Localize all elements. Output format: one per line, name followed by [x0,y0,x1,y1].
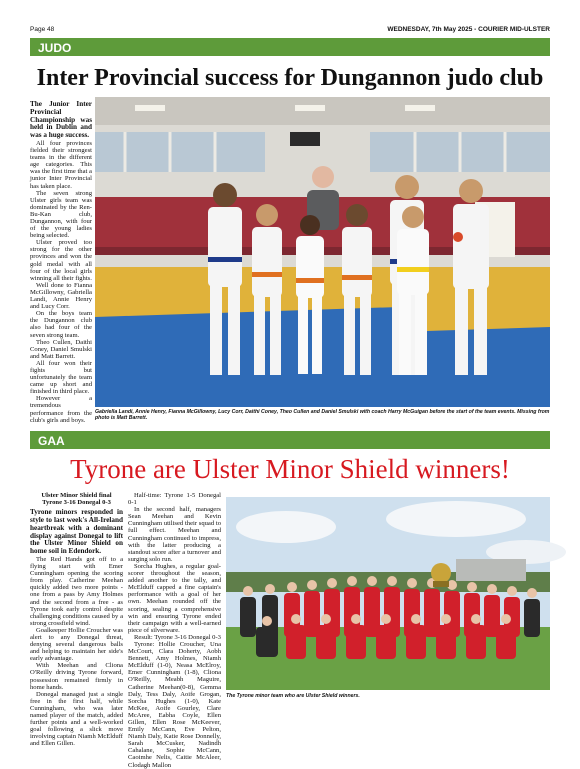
judo-photo-caption: Gabriella Landi, Annie Henry, Fianna McGillowny, Lucy Corr, Daithi Coney, Theo Cullen and Daniel Smulski with coach Harry McGuigan before the start of the team events. Missing from photo is Matt Barrett. [95,409,550,422]
section-band-judo [30,38,550,56]
page-header [30,26,550,36]
dateline: WEDNESDAY, 7th May 2025 - COURIER MID-ULSTER [387,26,550,33]
paragraph: All four provinces fielded their strongest teams in the different age categories. This was the first time that a junior Inter Provincial has taken place. [30,139,92,190]
subhead: Tyrone 3-16 Donegal 0-3 [42,499,111,507]
paragraph: Goalkeeper Hollie Croucher was alert to any Donegal threat, denying several dangerous balls and helping to maintain her side's early advantage. [30,626,123,663]
page-number: Page 48 [30,26,55,33]
paragraph: In the second half, managers Sean Meehan and Kevin Cunningham utilised their squad to full effect. Meehan and Cunningham continued to impress, with the latter producing a standout score after a turnover and surging solo run. [128,506,221,563]
paragraph: Donegal managed just a single free in the first half, while Cunningham, who was later named player of the match, added further points and a well-worked goal following a slick move involving captain Niamh McElduff and Ellen Gillen. [30,690,123,748]
paragraph: Sorcha Hughes, a regular goal-scorer throughout the season, added another to the tally, and McElduff capped a fine captain's performance with a goal of her own. Meehan rounded off the scoring, sealing a comprehensive win and ensuring Tyrone ended their campaign with a well-earned piece of silverware. [128,562,221,634]
paragraph: All four won their fights but unfortunately the team came up short and finished in third place. [30,359,92,396]
section-label: GAA [38,434,65,448]
paragraph: Theo Cullen, Daithi Coney, Daniel Smulski and Matt Barrett. [30,338,92,360]
section-band-gaa [30,431,550,449]
paragraph: Well done to Fianna McGillowny, Gabriella Landi, Annie Henry and Lucy Corr. [30,281,92,311]
paragraph: Tyrone: Hollie Croucher, Una McCourt, Clara Doherty, Aobh Bennett, Amy Holmes, Niamh McElduff (1-0), Neasa McElroy, Emer Cunningham (1-8), Cliona O'Reilly, Meabh Maguire, Catherine Meehan(0-8), Gemma Daly, Tess Daly, Aoife Grogan, Sorcha Hughes (1-0), Kate McKee, Aoife Gourley, Clare McAree, Eabha Coyle, Ellen Gillen, Ellen Rose McKeever, Emily McCann, Eve Pelton, Niamh Daly, Katie Rose Donnelly, Sarah McCusker, Nadindh Cahalane, Sophie McCann, Caoimhe Nelis, Caitie McAleer, Clodagh Mallon [128,640,221,769]
headline-judo: Inter Provincial success for Dungannon judo club [36,65,544,91]
paragraph: Ulster proved too strong for the other provinces and won the gold medal with all four of the local girls winning all their fights. [30,239,92,282]
subhead: Ulster Minor Shield final [41,492,112,499]
headline-gaa: Tyrone are Ulster Minor Shield winners! [70,454,510,484]
paragraph: The seven strong Ulster girls team was dominated by the Ren-Bu-Kan club, Dungannon, with four of the young ladies being selected. [30,189,92,240]
article-lead: The Junior Inter Provincial Championship was held in Dublin and was a huge success. [30,100,92,140]
gaa-team-photo [226,497,550,690]
paragraph: However a tremendous performance from the club's girls and boys. [30,395,92,424]
article-gaa-col1 [30,492,123,748]
article-judo-body [30,101,92,423]
section-label: JUDO [38,41,72,55]
paragraph: With Meehan and Cliona O'Reilly driving Tyrone forward, possession remained firmly in home hands. [30,662,123,691]
paragraph: The Red Hands got off to a flying start with Emer Cunningham opening the scoring from play. Catherine Meehan quickly added two more points - one from a pass by Amy Holmes and the second from a free - as Tyrone took early control despite challenging conditions caused by a strong crossfield wind. [30,555,123,627]
judo-team-photo [95,97,550,407]
paragraph: On the boys team the Dungannon club also had four of the seven strong team. [30,310,92,339]
article-lead: Tyrone minors responded in style to last week's All-Ireland heartbreak with a dominant display against Donegal to lift the Ulster Minor Shield on home soil in Edendork. [30,508,123,556]
article-gaa-col2 [128,492,221,769]
paragraph: Result: Tyrone 3-16 Donegal 0-3 [134,633,221,641]
paragraph: Half-time: Tyrone 1-5 Donegal 0-1 [128,492,221,507]
gaa-photo-caption: The Tyrone minor team who are Ulster Shield winners. [226,693,360,699]
